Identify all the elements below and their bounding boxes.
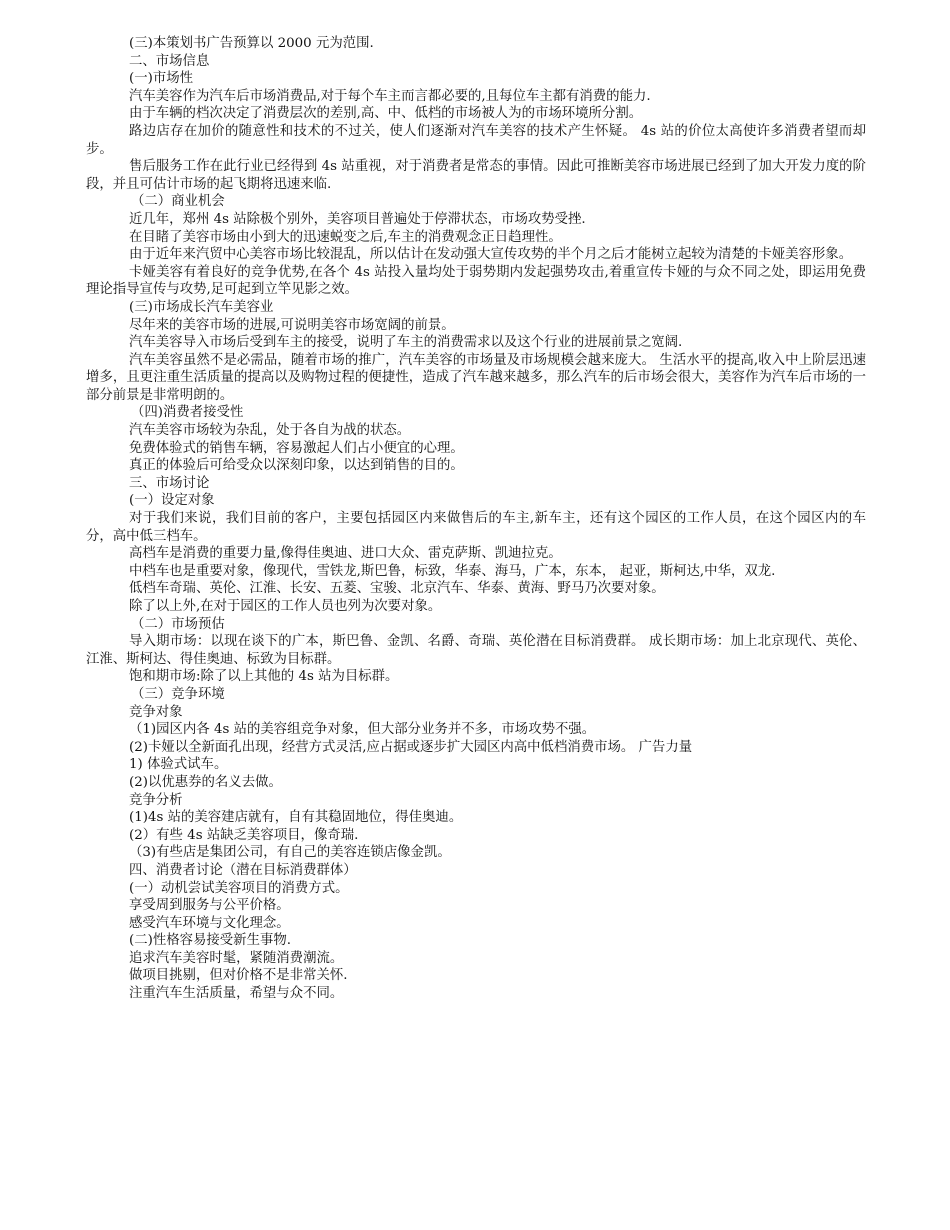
paragraph: 由于车辆的档次决定了消费层次的差别,高、中、低档的市场被人为的市场环境所分割。 [129, 106, 643, 122]
section-heading: 三、市场讨论 [129, 475, 210, 491]
paragraph: 竞争对象 [129, 704, 183, 720]
paragraph: 在目睹了美容市场由小到大的迅速蜕变之后,车主的消费观念正日趋理性。 [129, 229, 562, 245]
paragraph: 做项目挑剔，但对价格不是非常关怀. [129, 968, 348, 984]
paragraph: (2)卡娅以全新面孔出现，经营方式灵活,应占据或逐步扩大园区内高中低档消费市场。 广告力量 [129, 739, 693, 755]
subsection-heading: （二）市场预估 [131, 616, 225, 632]
paragraph: 追求汽车美容时髦，紧随消费潮流。 [129, 950, 344, 966]
paragraph: 饱和期市场:除了以上其他的 4s 站为目标群。 [129, 669, 399, 685]
subsection-heading: (一)市场性 [129, 71, 194, 87]
paragraph: 由于近年来汽贸中心美容市场比较混乱，所以估计在发动强大宣传攻势的半个月之后才能树立起较为清楚的卡娅美容形象。 [129, 247, 853, 263]
paragraph: 对于我们来说，我们目前的客户，主要包括园区内来做售后的车主,新车主，还有这个园区的工作人员，在这个园区内的车分，高中低三档车。 [86, 511, 866, 544]
paragraph: 路边店存在加价的随意性和技术的不过关，使人们逐渐对汽车美容的技术产生怀疑。 4s 站的价位太高使许多消费者望而却步。 [86, 123, 866, 157]
paragraph: (三)本策划书广告预算以 2000 元为范围. [129, 36, 374, 51]
paragraph: 免费体验式的销售车辆，容易激起人们占小便宜的心理。 [129, 440, 464, 456]
paragraph: 感受汽车环境与文化理念。 [129, 915, 290, 931]
subsection-heading: （三）竞争环境 [131, 686, 225, 702]
subsection-heading: （二）商业机会 [131, 194, 225, 210]
subsection-heading: (一）设定对象 [129, 493, 215, 509]
paragraph: 导入期市场：以现在谈下的广本，斯巴鲁、金凯、名爵、奇瑞、英伦潜在目标消费群。 成长期市场：加上北京现代、英伦、江淮、斯柯达、得佳奥迪、标致为目标群。 [86, 634, 866, 667]
paragraph: 1) 体验式试车。 [129, 757, 228, 773]
paragraph: 高档车是消费的重要力量,像得佳奥迪、进口大众、雷克萨斯、凯迪拉克。 [129, 546, 562, 562]
paragraph: 真正的体验后可给受众以深刻印象，以达到销售的目的。 [129, 458, 464, 474]
section-heading: 四、消费者讨论（潜在目标消费群体） [129, 862, 357, 878]
paragraph: 近几年，郑州 4s 站除极个别外，美容项目普遍处于停滞状态，市场攻势受挫. [129, 211, 586, 227]
paragraph: 汽车美容虽然不是必需品，随着市场的推广，汽车美容的市场量及市场规模会越来庞大。 生活水平的提高,收入中上阶层迅速增多，且更注重生活质量的提高以及购物过程的便捷性，造成了汽车越来越多，那么汽车的后市场会很大，美容作为汽车后市场的一部分前景是非常明朗的。 [86, 352, 866, 403]
paragraph: 汽车美容市场较为杂乱，处于各自为战的状态。 [129, 423, 411, 439]
paragraph: （1)园区内各 4s 站的美容组竞争对象，但大部分业务并不多，市场攻势不强。 [129, 722, 596, 738]
paragraph: 低档车奇瑞、英伦、江淮、长安、五菱、宝骏、北京汽车、华泰、黄海、野马乃次要对象。 [129, 581, 665, 597]
subsection-heading: (一）动机尝试美容项目的消费方式。 [129, 880, 349, 896]
paragraph: (2)以优惠券的名义去做。 [129, 774, 282, 790]
paragraph: 享受周到服务与公平价格。 [129, 898, 290, 914]
subsection-heading: (三)市场成长汽车美容业 [129, 299, 274, 315]
paragraph: 卡娅美容有着良好的竞争优势,在各个 4s 站投入量均处于弱势期内发起强势攻击,着重宣传卡娅的与众不同之处，即运用免费理论指导宣传与攻势,足可起到立竿见影之效。 [86, 264, 866, 298]
subsection-heading: (二)性格容易接受新生事物. [129, 933, 292, 949]
subsection-heading: （四)消费者接受性 [131, 405, 244, 421]
paragraph: (1)4s 站的美容建店就有，自有其稳固地位，得佳奥迪。 [129, 810, 463, 826]
paragraph: 汽车美容作为汽车后市场消费品,对于每个车主而言都必要的,且每位车主都有消费的能力. [129, 88, 651, 104]
section-heading: 二、市场信息 [129, 53, 210, 69]
document-body [86, 0, 866, 1003]
paragraph: 中档车也是重要对象，像现代，雪铁龙,斯巴鲁，标致，华泰、海马，广本，东本， 起亚，斯柯达,中华，双龙. [129, 563, 776, 579]
paragraph: 汽车美容导入市场后受到车主的接受，说明了车主的消费需求以及这个行业的进展前景之宽阔. [129, 335, 683, 351]
paragraph: 尽年来的美容市场的进展,可说明美容市场宽阔的前景。 [129, 317, 455, 333]
paragraph: 除了以上外,在对于园区的工作人员也列为次要对象。 [129, 599, 442, 614]
paragraph: 竞争分析 [129, 792, 183, 808]
paragraph: 售后服务工作在此行业已经得到 4s 站重视，对于消费者是常态的事情。因此可推断美容市场进展已经到了加大开发力度的阶段，并且可估计市场的起飞期将迅速来临. [86, 159, 866, 192]
paragraph: 注重汽车生活质量，希望与众不同。 [129, 986, 344, 1002]
paragraph: （3)有些店是集团公司，有自己的美容连锁店像金凯。 [129, 845, 451, 861]
paragraph: (2）有些 4s 站缺乏美容项目，像奇瑞. [129, 827, 359, 843]
